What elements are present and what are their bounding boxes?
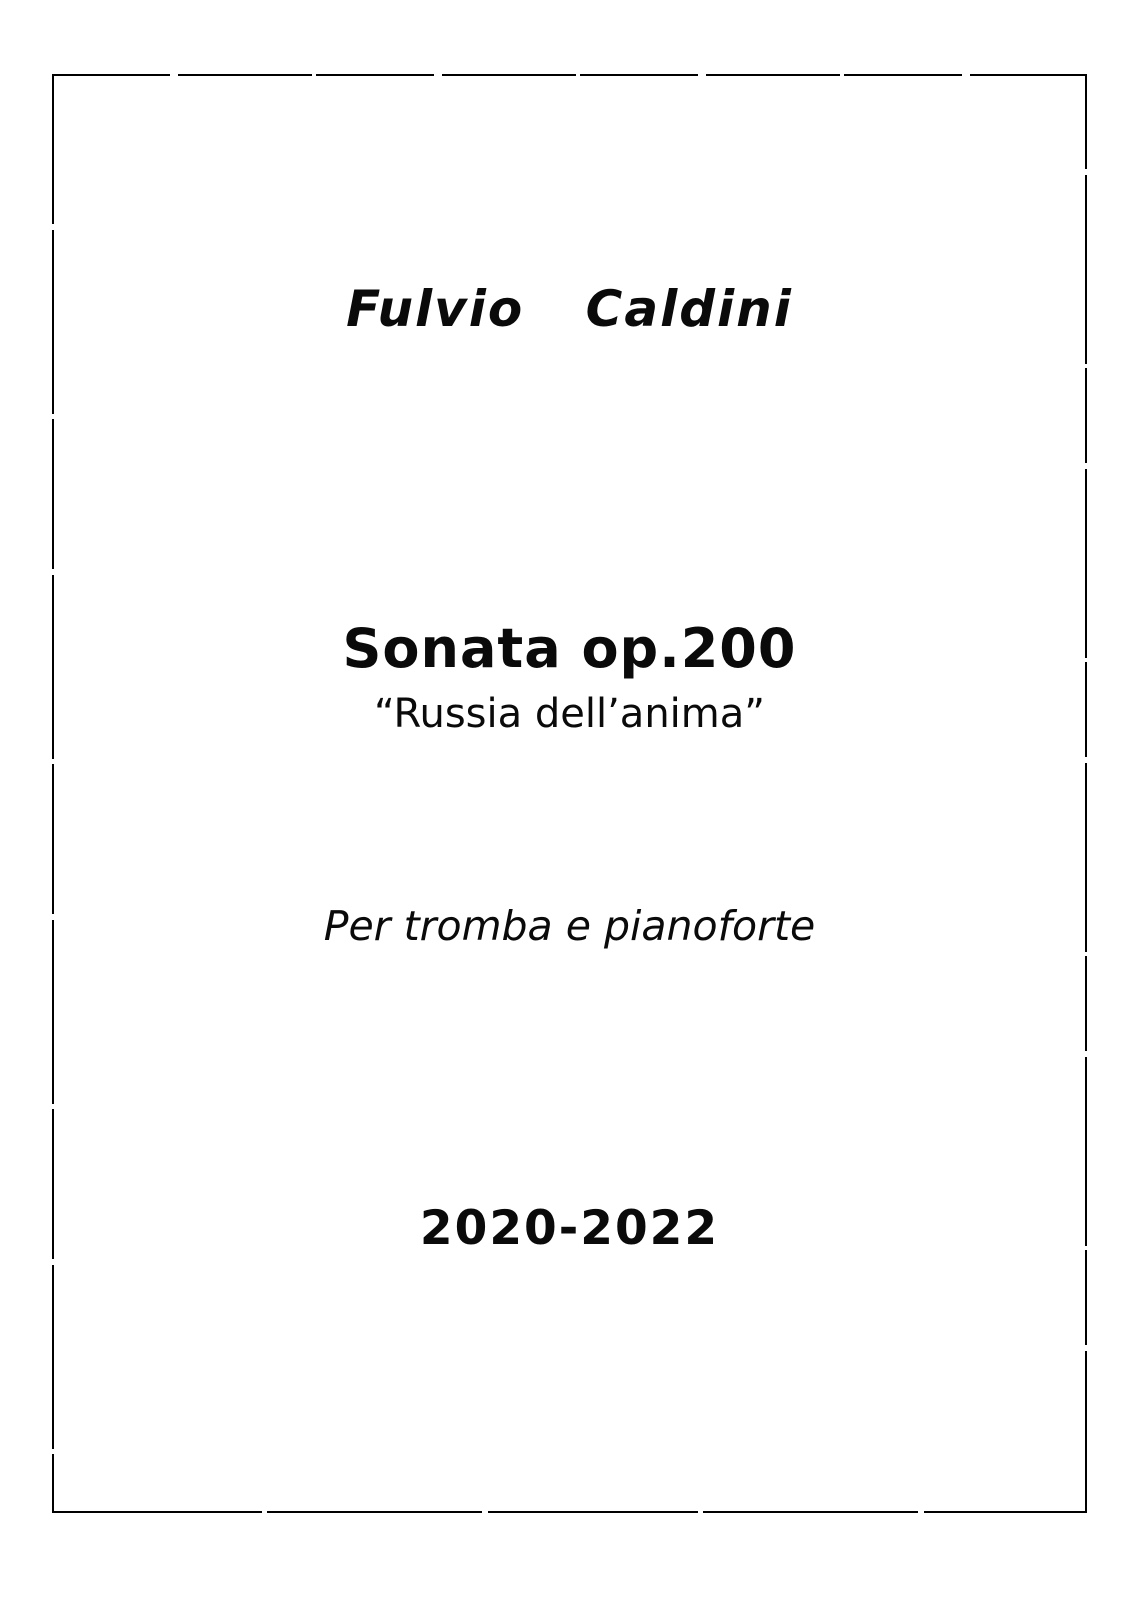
frame-top-line bbox=[52, 74, 1087, 76]
work-title: Sonata op.200 bbox=[342, 617, 797, 680]
frame-bottom-line bbox=[52, 1511, 1087, 1513]
instrumentation-line: Per tromba e pianoforte bbox=[323, 902, 816, 950]
composition-years: 2020-2022 bbox=[419, 1201, 720, 1256]
composer-name: Fulvio Caldini bbox=[346, 280, 793, 338]
work-subtitle: “Russia dell’anima” bbox=[374, 691, 765, 737]
